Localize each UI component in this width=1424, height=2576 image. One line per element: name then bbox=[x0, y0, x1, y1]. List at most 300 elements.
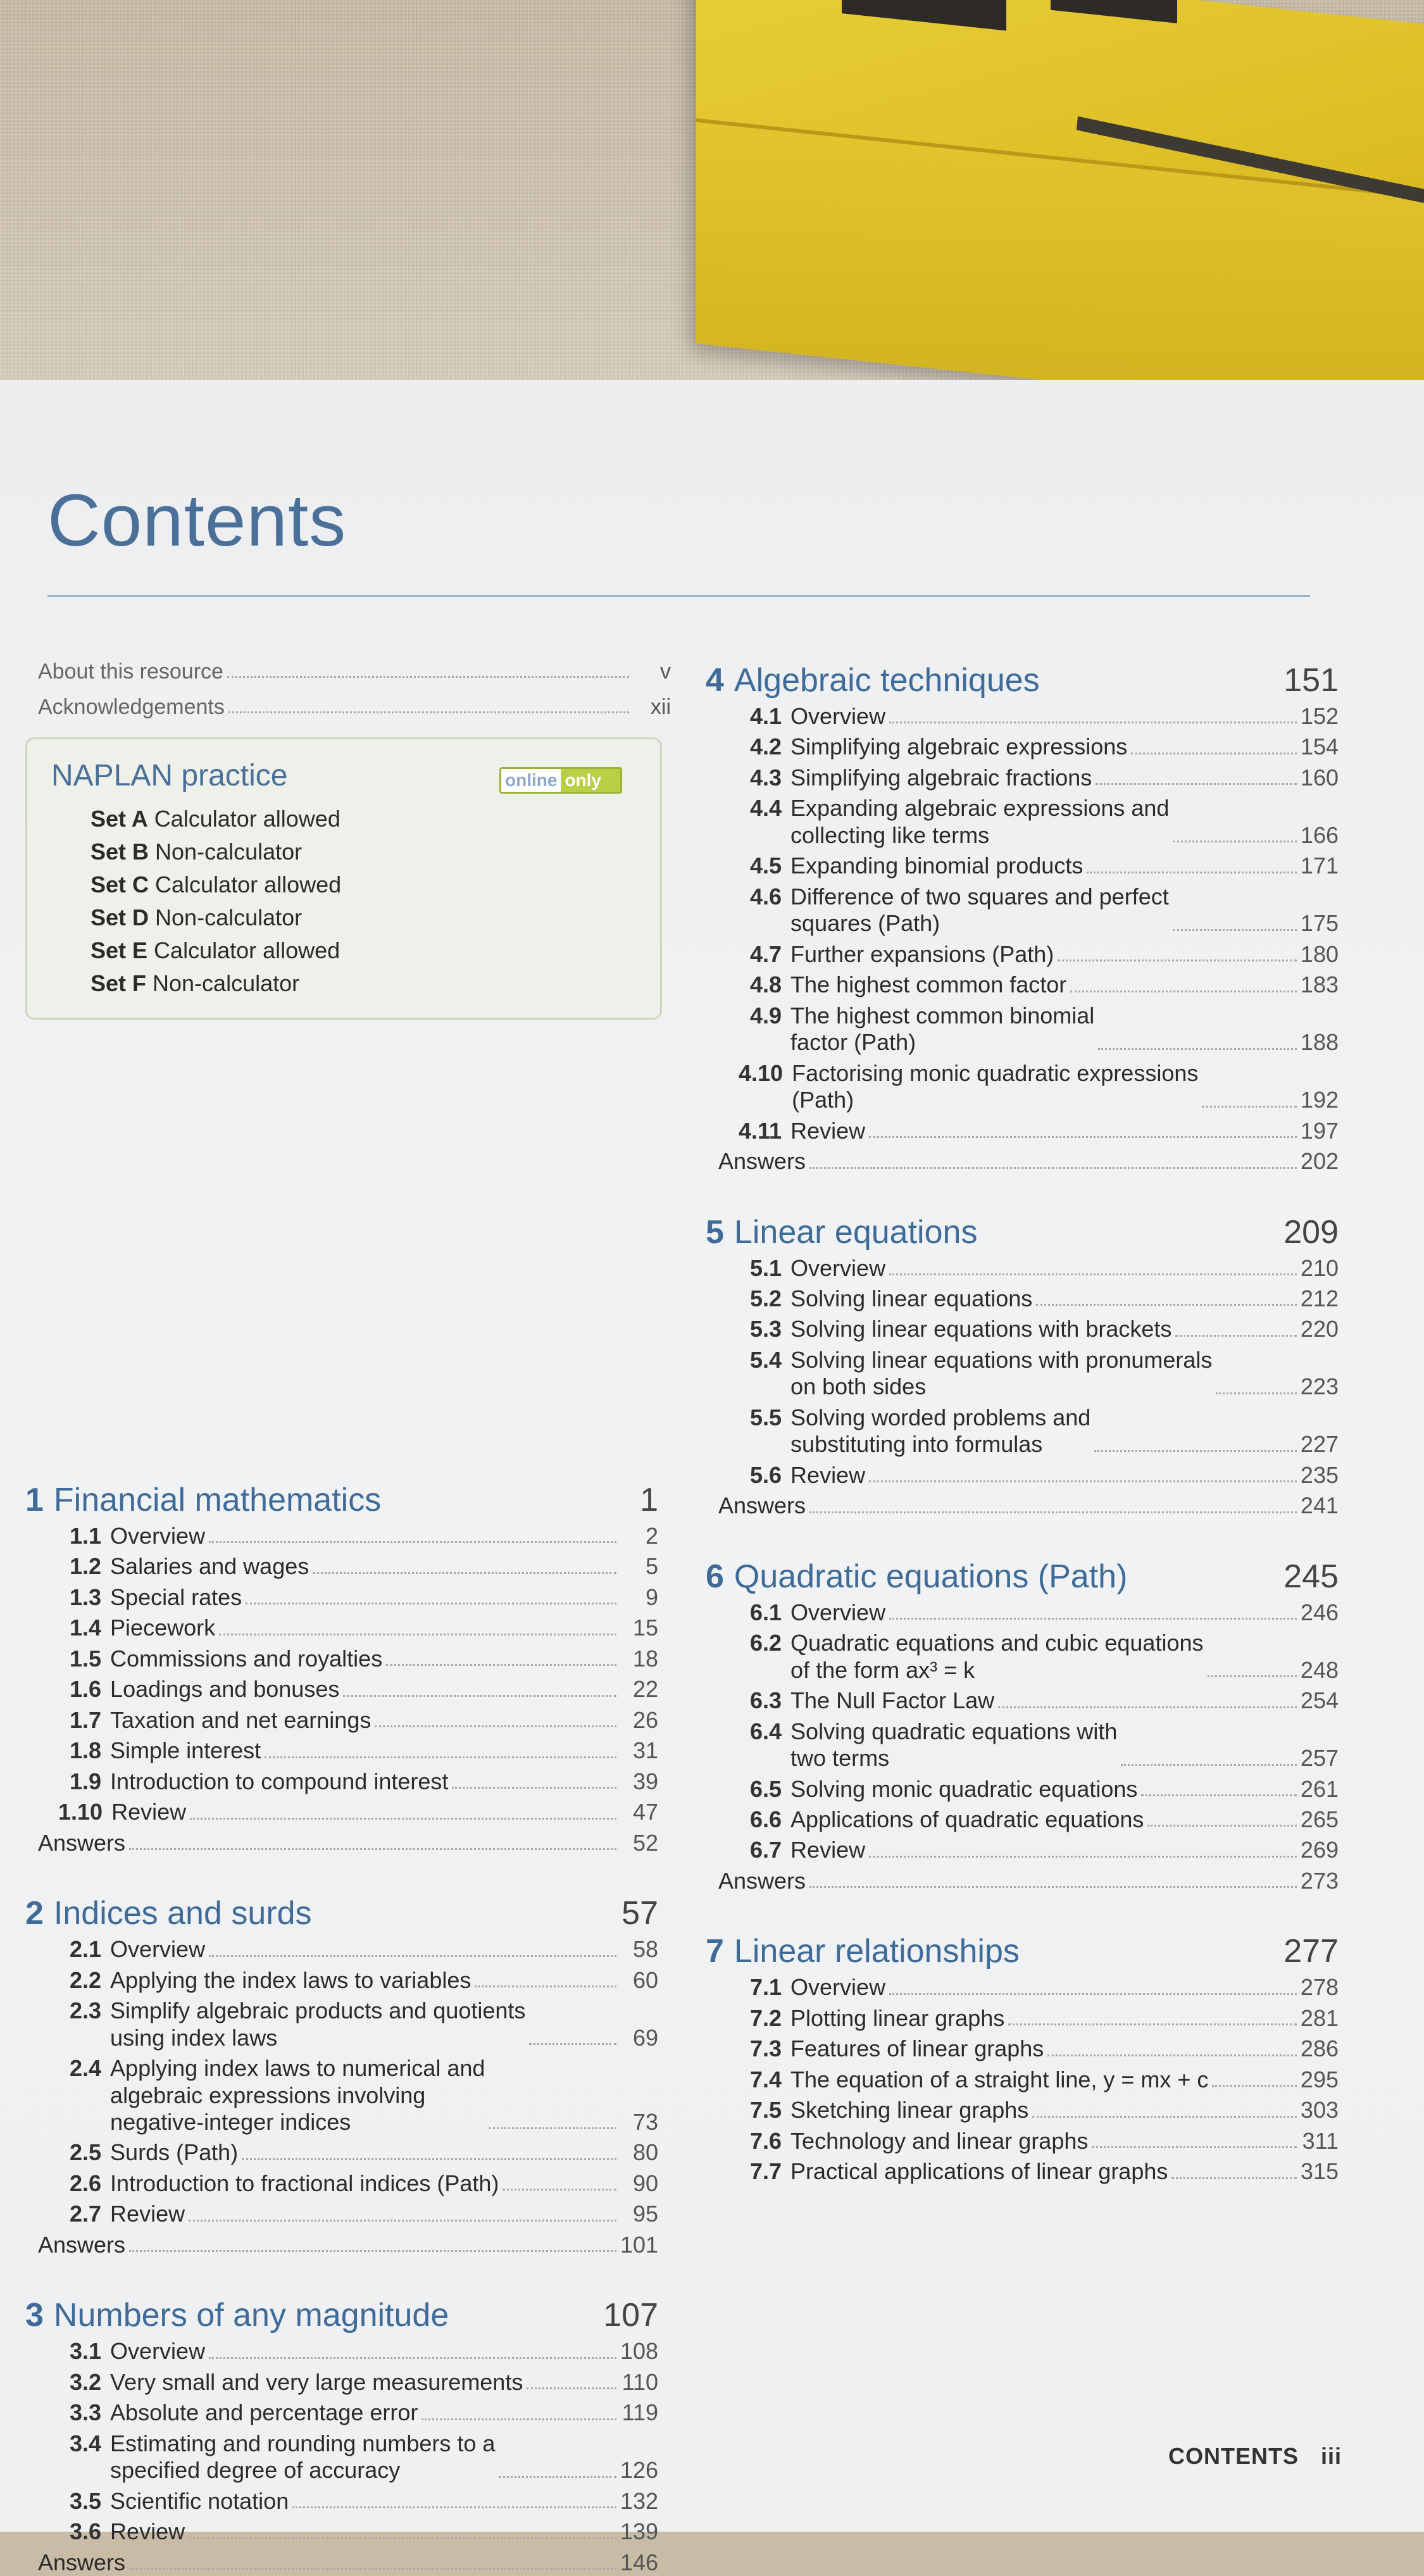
chapter-number: 3 bbox=[25, 2297, 44, 2334]
dot-leader bbox=[889, 1273, 1297, 1275]
page-footer bbox=[1168, 2443, 1342, 2470]
section-title-line: Solving monic quadratic equations bbox=[790, 1775, 1138, 1802]
section-entry[interactable] bbox=[706, 795, 1339, 849]
section-title bbox=[111, 1799, 186, 1825]
chapter-number: 1 bbox=[25, 1482, 44, 1518]
section-title bbox=[790, 1462, 865, 1489]
section-number: 1.4 bbox=[70, 1615, 102, 1641]
page-number: 110 bbox=[621, 2368, 658, 2395]
naplan-set-list bbox=[91, 803, 341, 1000]
section-entry[interactable] bbox=[25, 1584, 658, 1611]
page-number: 254 bbox=[1300, 1687, 1339, 1714]
naplan-box bbox=[25, 737, 662, 1020]
section-number: 5.2 bbox=[750, 1285, 782, 1311]
section-number: 2.1 bbox=[70, 1936, 102, 1963]
section-entry[interactable] bbox=[25, 2201, 658, 2227]
section-entry[interactable] bbox=[706, 1687, 1339, 1714]
dot-leader bbox=[475, 1985, 616, 1987]
section-number: 2.6 bbox=[70, 2170, 102, 2196]
section-title bbox=[110, 2399, 418, 2426]
page-number: xii bbox=[650, 694, 671, 719]
page-number: 202 bbox=[1300, 1148, 1339, 1175]
section-title-line: Special rates bbox=[110, 1584, 242, 1610]
dot-leader bbox=[129, 2250, 616, 2252]
dot-leader bbox=[809, 1511, 1297, 1513]
dot-leader bbox=[190, 1818, 616, 1820]
section-entry[interactable] bbox=[706, 1118, 1339, 1144]
section-title bbox=[790, 2035, 1044, 2062]
answers-entry[interactable] bbox=[25, 1830, 658, 1856]
page-number: 246 bbox=[1300, 1599, 1339, 1625]
section-title bbox=[790, 853, 1083, 879]
dot-leader bbox=[375, 1725, 616, 1727]
section-entry[interactable] bbox=[25, 2338, 658, 2365]
page-number: 212 bbox=[1300, 1285, 1339, 1311]
dot-leader bbox=[1087, 872, 1297, 873]
section-entry[interactable] bbox=[706, 765, 1339, 791]
chapter-page-number: 277 bbox=[1283, 1933, 1339, 1970]
page-number: 311 bbox=[1302, 2127, 1339, 2154]
chapter-heading[interactable] bbox=[25, 1882, 658, 1932]
chapter-heading[interactable] bbox=[706, 649, 1339, 699]
section-number: 5.4 bbox=[750, 1346, 782, 1373]
section-title-line: Simplifying algebraic expressions bbox=[790, 734, 1128, 760]
section-number: 4.1 bbox=[750, 703, 782, 729]
dot-leader bbox=[292, 2506, 616, 2508]
page-number: 265 bbox=[1300, 1806, 1339, 1832]
section-title bbox=[110, 2338, 205, 2365]
answers-entry[interactable] bbox=[706, 1868, 1339, 1894]
section-title-line: Scientific notation bbox=[110, 2487, 289, 2514]
section-title bbox=[110, 2170, 499, 2197]
section-entry[interactable] bbox=[706, 1718, 1339, 1772]
section-title-line: Answers bbox=[718, 1148, 806, 1175]
section-entry[interactable] bbox=[706, 941, 1339, 968]
naplan-set-text: Non-calculator bbox=[149, 904, 303, 930]
section-entry[interactable] bbox=[706, 1806, 1339, 1833]
section-title bbox=[110, 2139, 238, 2166]
chapter-title: Linear equations bbox=[734, 1213, 978, 1251]
footer-label: CONTENTS bbox=[1168, 2443, 1299, 2469]
section-entry[interactable] bbox=[25, 1523, 658, 1549]
section-title bbox=[718, 1492, 806, 1519]
chapter-page-number: 107 bbox=[603, 2297, 658, 2334]
section-title bbox=[790, 765, 1092, 791]
section-entry[interactable] bbox=[25, 2055, 658, 2135]
section-title-line: Answers bbox=[718, 1867, 806, 1894]
section-title bbox=[792, 1060, 1198, 1114]
dot-leader bbox=[809, 1886, 1297, 1888]
section-entry[interactable] bbox=[706, 2035, 1339, 2062]
dot-leader bbox=[219, 1634, 616, 1635]
section-title-line: The Null Factor Law bbox=[790, 1687, 995, 1714]
page-number: 197 bbox=[1300, 1117, 1339, 1144]
chapter-heading[interactable] bbox=[706, 1201, 1339, 1251]
chapter-heading[interactable] bbox=[706, 1920, 1339, 1970]
naplan-set-text: Calculator allowed bbox=[147, 937, 340, 963]
section-title-line: Overview bbox=[790, 1254, 886, 1281]
section-entry[interactable] bbox=[706, 884, 1339, 937]
naplan-set-label: Set C bbox=[91, 872, 149, 897]
section-number: 2.4 bbox=[70, 2055, 102, 2082]
dot-leader bbox=[209, 1955, 616, 1957]
chapter-page-number: 57 bbox=[621, 1895, 658, 1932]
section-entry[interactable] bbox=[706, 2158, 1339, 2185]
section-title-line: Answers bbox=[38, 2549, 126, 2575]
answers-entry[interactable] bbox=[25, 2549, 658, 2576]
page-number: 58 bbox=[632, 1936, 658, 1963]
section-title bbox=[110, 1768, 448, 1795]
section-title bbox=[790, 795, 1169, 849]
dot-leader bbox=[246, 1603, 616, 1604]
page-number: 80 bbox=[632, 2139, 658, 2166]
section-title-line: using index laws bbox=[110, 2024, 278, 2051]
front-matter-label: Acknowledgements bbox=[38, 694, 225, 719]
section-entry[interactable] bbox=[706, 703, 1339, 730]
section-number: 6.2 bbox=[750, 1630, 782, 1656]
section-title-line: specified degree of accuracy bbox=[110, 2457, 401, 2484]
section-number: 7.6 bbox=[750, 2127, 782, 2154]
section-entry[interactable] bbox=[25, 1676, 658, 1703]
naplan-set-text: Calculator allowed bbox=[149, 872, 342, 897]
dot-leader bbox=[1121, 1764, 1297, 1766]
section-entry[interactable] bbox=[25, 2518, 658, 2545]
answers-entry[interactable] bbox=[25, 2232, 658, 2258]
section-number: 4.4 bbox=[750, 795, 782, 822]
naplan-set-label: Set F bbox=[91, 970, 147, 996]
section-number: 2.2 bbox=[70, 1966, 102, 1993]
section-number: 1.2 bbox=[70, 1553, 102, 1580]
front-matter-item[interactable] bbox=[38, 684, 671, 720]
section-title bbox=[790, 1630, 1203, 1684]
section-number: 1.10 bbox=[58, 1799, 103, 1825]
page-number: 235 bbox=[1300, 1461, 1339, 1488]
dot-leader bbox=[1173, 929, 1297, 931]
page-number: 257 bbox=[1300, 1745, 1339, 1772]
section-entry[interactable] bbox=[706, 1347, 1339, 1401]
page-number: 60 bbox=[632, 1966, 658, 1993]
section-number: 3.1 bbox=[70, 2338, 102, 2365]
dot-leader bbox=[529, 2043, 616, 2045]
chapter-number: 7 bbox=[706, 1933, 724, 1970]
section-title-line: squares (Path) bbox=[790, 910, 940, 937]
section-title bbox=[790, 1718, 1117, 1772]
section-entry[interactable] bbox=[25, 2488, 658, 2515]
section-entry[interactable] bbox=[25, 2369, 658, 2396]
section-title bbox=[110, 1936, 205, 1963]
chapter-title: Indices and surds bbox=[53, 1895, 312, 1932]
front-matter-label: About this resource bbox=[38, 659, 223, 684]
section-title-line: Overview bbox=[790, 703, 886, 729]
section-entry[interactable] bbox=[706, 1630, 1339, 1684]
page-number: 261 bbox=[1300, 1775, 1339, 1802]
section-title-line: Solving linear equations bbox=[790, 1285, 1033, 1311]
page-number: 39 bbox=[632, 1768, 658, 1794]
answers-entry[interactable] bbox=[706, 1148, 1339, 1175]
section-entry[interactable] bbox=[706, 1404, 1339, 1458]
section-number: 3.4 bbox=[70, 2430, 102, 2456]
section-number: 1.7 bbox=[70, 1706, 102, 1733]
chapter-title: Quadratic equations (Path) bbox=[734, 1558, 1128, 1595]
chapter-title: Numbers of any magnitude bbox=[53, 2297, 449, 2334]
section-title bbox=[110, 2488, 289, 2515]
badge-only: only bbox=[561, 769, 620, 792]
online-only-badge bbox=[499, 767, 622, 794]
section-title-line: (Path) bbox=[792, 1087, 854, 1113]
section-title-line: on both sides bbox=[790, 1373, 927, 1400]
section-title-line: Review bbox=[110, 2518, 185, 2545]
section-title bbox=[38, 2549, 125, 2576]
section-entry[interactable] bbox=[706, 2097, 1339, 2123]
naplan-set-label: Set B bbox=[91, 839, 149, 865]
section-entry[interactable] bbox=[25, 1967, 658, 1994]
section-number: 7.5 bbox=[750, 2097, 782, 2123]
section-entry[interactable] bbox=[706, 972, 1339, 998]
dot-leader bbox=[998, 1706, 1297, 1708]
section-entry[interactable] bbox=[706, 2005, 1339, 2032]
section-title-line: Overview bbox=[110, 2338, 206, 2365]
section-title bbox=[790, 703, 885, 730]
badge-online: online bbox=[501, 769, 561, 792]
dot-leader bbox=[889, 722, 1297, 723]
section-entry[interactable] bbox=[25, 1998, 658, 2051]
section-entry[interactable] bbox=[706, 1060, 1339, 1114]
section-number: 7.1 bbox=[750, 1974, 782, 2001]
section-title-line: Applying index laws to numerical and bbox=[110, 2055, 485, 2082]
section-entry[interactable] bbox=[706, 1837, 1339, 1863]
section-entry[interactable] bbox=[706, 1599, 1339, 1626]
section-title-line: The highest common binomial bbox=[790, 1002, 1095, 1029]
section-title-line: Technology and linear graphs bbox=[790, 2127, 1089, 2154]
page-number: 303 bbox=[1300, 2097, 1339, 2123]
section-entry[interactable] bbox=[25, 2430, 658, 2484]
section-entry[interactable] bbox=[25, 1553, 658, 1580]
page-number: 95 bbox=[632, 2201, 658, 2227]
chapter-heading[interactable] bbox=[706, 1545, 1339, 1596]
dot-leader bbox=[489, 2127, 616, 2129]
page-number: 5 bbox=[645, 1553, 658, 1580]
chapter-number: 4 bbox=[706, 662, 724, 699]
page-number: 22 bbox=[632, 1676, 658, 1703]
page-number: 47 bbox=[632, 1799, 658, 1825]
section-number: 3.3 bbox=[70, 2399, 102, 2426]
page-number: 69 bbox=[632, 2024, 658, 2051]
page-number: 18 bbox=[632, 1645, 658, 1672]
section-entry[interactable] bbox=[706, 853, 1339, 879]
section-number: 5.1 bbox=[750, 1254, 782, 1281]
dot-leader bbox=[1092, 2146, 1297, 2148]
dot-leader bbox=[343, 1695, 616, 1697]
section-title-line: Loadings and bonuses bbox=[110, 1676, 340, 1703]
dot-leader bbox=[1171, 2177, 1297, 2179]
naplan-heading: NAPLAN practice bbox=[51, 759, 288, 792]
page-number: 9 bbox=[645, 1584, 658, 1610]
page-number: 223 bbox=[1300, 1373, 1339, 1400]
section-entry[interactable] bbox=[25, 1646, 658, 1672]
section-title-line: Applications of quadratic equations bbox=[790, 1806, 1144, 1832]
page-number: 220 bbox=[1300, 1316, 1339, 1342]
dot-leader bbox=[189, 2220, 616, 2222]
dot-leader bbox=[503, 2189, 616, 2191]
section-entry[interactable] bbox=[25, 2170, 658, 2197]
section-title bbox=[790, 1404, 1090, 1458]
section-entry[interactable] bbox=[706, 1255, 1339, 1282]
dot-leader bbox=[242, 2158, 616, 2160]
section-title bbox=[110, 1615, 215, 1641]
right-chapter-column bbox=[706, 649, 1339, 2185]
naplan-set-label: Set A bbox=[91, 806, 148, 832]
section-title-line: Solving linear equations with brackets bbox=[790, 1316, 1172, 1342]
naplan-set-item[interactable] bbox=[91, 934, 341, 967]
section-entry[interactable] bbox=[25, 1936, 658, 1963]
section-title-line: of the form ax³ = k bbox=[790, 1656, 975, 1683]
page-number: 286 bbox=[1300, 2035, 1339, 2062]
section-title-line: Sketching linear graphs bbox=[790, 2097, 1029, 2123]
section-entry[interactable] bbox=[706, 2066, 1339, 2093]
section-title bbox=[718, 1868, 806, 1894]
naplan-set-label: Set E bbox=[91, 937, 148, 963]
section-entry[interactable] bbox=[706, 1316, 1339, 1342]
dot-leader bbox=[889, 1993, 1297, 1995]
dot-leader bbox=[869, 1856, 1297, 1858]
section-entry[interactable] bbox=[706, 734, 1339, 760]
section-title-line: Expanding binomial products bbox=[790, 853, 1084, 879]
section-number: 5.6 bbox=[750, 1461, 782, 1488]
chapter-heading[interactable] bbox=[25, 1468, 658, 1519]
page-number: 126 bbox=[620, 2457, 658, 2484]
section-title bbox=[790, 734, 1127, 760]
section-title bbox=[790, 941, 1054, 968]
section-number: 4.2 bbox=[750, 734, 782, 760]
dot-leader bbox=[889, 1618, 1297, 1620]
front-matter-item[interactable] bbox=[38, 649, 671, 684]
book-dark-patch bbox=[842, 0, 1006, 30]
section-number: 4.11 bbox=[739, 1117, 782, 1144]
footer-page-number: iii bbox=[1320, 2443, 1342, 2469]
section-title bbox=[790, 1687, 994, 1714]
dot-leader bbox=[1032, 2116, 1297, 2118]
dot-leader bbox=[129, 2568, 616, 2570]
book-dark-patch bbox=[1051, 0, 1177, 23]
section-title-line: Further expansions (Path) bbox=[790, 941, 1054, 967]
section-entry[interactable] bbox=[706, 1776, 1339, 1803]
page-number: 108 bbox=[620, 2338, 658, 2365]
page-title: Contents bbox=[47, 479, 347, 561]
section-title-line: Expanding algebraic expressions and bbox=[790, 795, 1170, 822]
chapter-title: Linear relationships bbox=[734, 1933, 1020, 1970]
dot-leader bbox=[809, 1167, 1297, 1169]
section-entry[interactable] bbox=[706, 1974, 1339, 2001]
section-title-line: two terms bbox=[790, 1745, 890, 1772]
section-title bbox=[790, 1599, 885, 1626]
section-entry[interactable] bbox=[25, 1707, 658, 1734]
contents-page bbox=[0, 380, 1424, 2575]
section-number: 7.4 bbox=[750, 2066, 782, 2092]
section-title bbox=[110, 1646, 382, 1672]
section-number: 6.3 bbox=[750, 1687, 782, 1714]
section-title-line: Overview bbox=[790, 1974, 886, 2001]
section-title-line: Applying the index laws to variables bbox=[110, 1966, 472, 1993]
section-title bbox=[110, 2518, 185, 2545]
section-title-line: The equation of a straight line, y = mx + c bbox=[790, 2066, 1209, 2092]
section-number: 6.6 bbox=[750, 1806, 782, 1832]
section-title bbox=[110, 1707, 371, 1734]
dot-leader bbox=[1098, 1048, 1297, 1050]
section-title bbox=[790, 1974, 885, 2001]
section-title-line: substituting into formulas bbox=[790, 1431, 1043, 1458]
section-entry[interactable] bbox=[25, 2139, 658, 2166]
dot-leader bbox=[1173, 841, 1296, 842]
naplan-set-item[interactable] bbox=[91, 803, 341, 835]
page-number: 278 bbox=[1300, 1974, 1339, 2001]
dot-leader bbox=[1202, 1106, 1297, 1108]
naplan-set-text: Non-calculator bbox=[146, 970, 300, 996]
section-number: 1.1 bbox=[70, 1523, 102, 1549]
naplan-set-item[interactable] bbox=[91, 967, 341, 1000]
section-title-line: Overview bbox=[110, 1523, 206, 1549]
dot-leader bbox=[209, 1541, 616, 1543]
section-number: 1.9 bbox=[70, 1768, 102, 1794]
section-title-line: Solving linear equations with pronumerals bbox=[790, 1346, 1213, 1373]
dot-leader bbox=[1008, 2023, 1297, 2025]
section-entry[interactable] bbox=[706, 1285, 1339, 1312]
naplan-set-item[interactable] bbox=[91, 835, 341, 868]
section-title-line: Commissions and royalties bbox=[110, 1645, 383, 1672]
chapter-heading[interactable] bbox=[25, 2284, 658, 2334]
section-title bbox=[790, 2158, 1168, 2185]
dot-leader bbox=[499, 2476, 616, 2478]
page-number: 52 bbox=[632, 1829, 658, 1856]
dot-leader bbox=[1036, 1304, 1297, 1306]
section-number: 5.5 bbox=[750, 1404, 782, 1430]
section-entry[interactable] bbox=[706, 1462, 1339, 1489]
naplan-set-text: Non-calculator bbox=[149, 839, 303, 865]
section-number: 4.8 bbox=[750, 972, 782, 998]
section-title bbox=[38, 1830, 125, 1856]
section-title-line: factor (Path) bbox=[790, 1029, 916, 1056]
section-title-line: Salaries and wages bbox=[110, 1553, 309, 1580]
section-entry[interactable] bbox=[25, 2399, 658, 2426]
dot-leader bbox=[1147, 1825, 1297, 1827]
section-title-line: Review bbox=[110, 2201, 185, 2227]
section-title-line: Plotting linear graphs bbox=[790, 2004, 1005, 2031]
answers-entry[interactable] bbox=[706, 1492, 1339, 1519]
section-entry[interactable] bbox=[706, 1003, 1339, 1056]
section-title-line: Review bbox=[790, 1461, 866, 1488]
dot-leader bbox=[452, 1787, 616, 1789]
page-number: 315 bbox=[1300, 2158, 1339, 2185]
title-rule bbox=[47, 595, 1310, 597]
section-entry[interactable] bbox=[25, 1615, 658, 1641]
page-number: 175 bbox=[1300, 910, 1339, 937]
section-entry[interactable] bbox=[25, 1768, 658, 1795]
front-matter bbox=[38, 649, 671, 720]
section-entry[interactable] bbox=[25, 1737, 658, 1764]
page-number: 152 bbox=[1300, 703, 1339, 729]
dot-leader bbox=[1131, 753, 1297, 754]
page-number: 188 bbox=[1300, 1029, 1339, 1056]
section-entry[interactable] bbox=[25, 1799, 658, 1825]
section-title bbox=[790, 2005, 1004, 2032]
section-title-line: Surds (Path) bbox=[110, 2139, 239, 2166]
dot-leader bbox=[1094, 1450, 1297, 1452]
dot-leader bbox=[1070, 991, 1297, 992]
naplan-set-item[interactable] bbox=[91, 901, 341, 934]
naplan-set-item[interactable] bbox=[91, 868, 341, 901]
section-title-line: Factorising monic quadratic expressions bbox=[792, 1060, 1199, 1086]
section-entry[interactable] bbox=[706, 2128, 1339, 2154]
page-number: 160 bbox=[1300, 764, 1339, 791]
